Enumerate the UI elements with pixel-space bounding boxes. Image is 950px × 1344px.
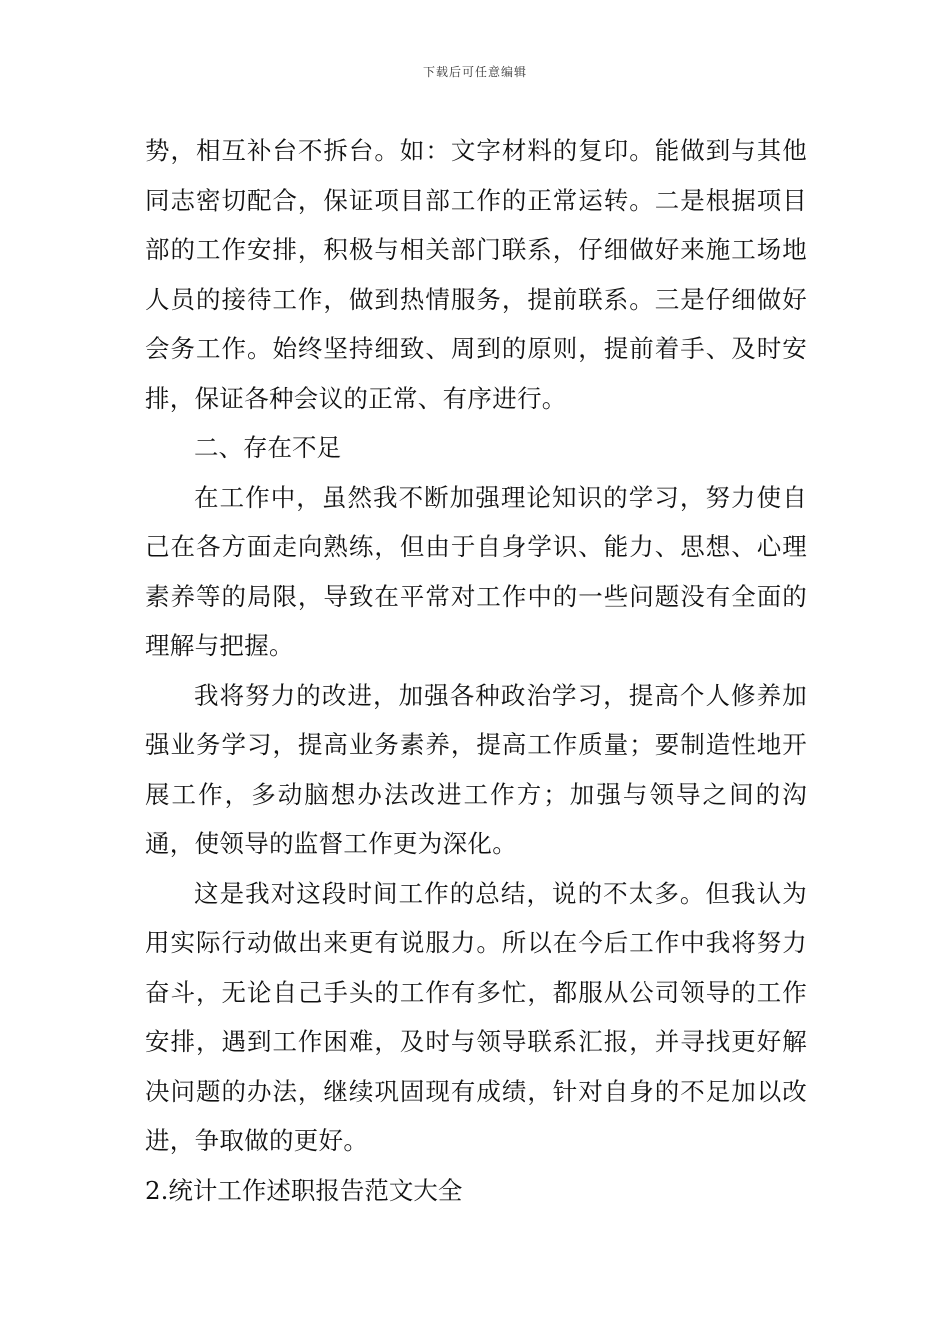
- paragraph-summary: 这是我对这段时间工作的总结，说的不太多。但我认为用实际行动做出来更有说服力。所以在今后工作中我将努力奋斗，无论自己手头的工作有多忙，都服从公司领导的工作安排，遇到工作困难，及时与领导联系汇报，并寻找更好解决问题的办法，继续巩固现有成绩，针对自身的不足加以改进，争取做的更好。: [145, 878, 807, 1155]
- paragraph-continuation: 势，相互补台不拆台。如：文字材料的复印。能做到与其他同志密切配合，保证项目部工作的正常运转。二是根据项目部的工作安排，积极与相关部门联系，仔细做好来施工场地人员的接待工作，做到热情服务，提前联系。三是仔细做好会务工作。始终坚持细致、周到的原则，提前着手、及时安排，保证各种会议的正常、有序进行。: [145, 136, 807, 413]
- document-body: [145, 126, 807, 1215]
- paragraph-improvement: 我将努力的改进，加强各种政治学习，提高个人修养加强业务学习，提高业务素养，提高工作质量；要制造性地开展工作，多动脑想办法改进工作方；加强与领导之间的沟通，使领导的监督工作更为深化。: [145, 680, 807, 858]
- next-document-heading: 2.统计工作述职报告范文大全: [145, 1175, 463, 1205]
- paragraph-shortcomings: 在工作中，虽然我不断加强理论知识的学习，努力使自己在各方面走向熟练，但由于自身学识、能力、思想、心理素养等的局限，导致在平常对工作中的一些问题没有全面的理解与把握。: [145, 482, 807, 660]
- section-title-shortcomings: 二、存在不足: [194, 433, 341, 462]
- page-header: 下载后可任意编辑: [422, 65, 527, 79]
